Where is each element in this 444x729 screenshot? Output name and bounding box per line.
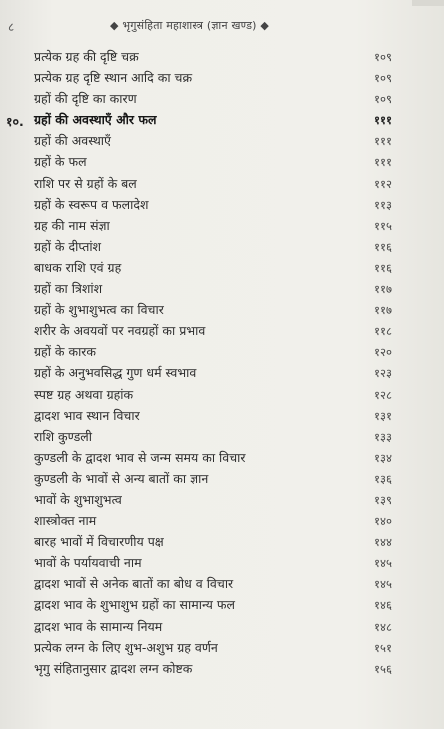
toc-row: [0, 639, 444, 660]
toc-row: [0, 259, 444, 280]
toc-row: [0, 660, 444, 681]
toc-row: [0, 554, 444, 575]
toc-entry-title: कुण्डली के भावों से अन्य बातों का ज्ञान: [34, 470, 209, 486]
toc-row: [0, 343, 444, 364]
toc-page-number: ११७: [374, 282, 392, 297]
toc-page-number: ११६: [374, 260, 392, 275]
toc-page-number: ११३: [374, 197, 392, 212]
toc-page-number: १३४: [374, 450, 392, 465]
toc-row: [0, 512, 444, 533]
toc-page-number: १४५: [374, 556, 392, 571]
toc-entry-title: द्वादश भावों से अनेक बातों का बोध व विचार: [34, 576, 234, 592]
toc-page-number: १०९: [374, 71, 392, 86]
toc-chapter-number: १०.: [6, 114, 24, 130]
table-of-contents: [0, 48, 444, 681]
running-head: ◆ भृगुसंहिता महाशास्त्र (ज्ञान खण्ड) ◆: [110, 19, 270, 32]
toc-row: [0, 196, 444, 217]
toc-row: [0, 407, 444, 428]
toc-page-number: १४५: [374, 577, 392, 592]
toc-entry-title: ग्रहों की अवस्थाएँ: [34, 133, 111, 149]
toc-entry-title: ग्रह की नाम संज्ञा: [34, 217, 110, 233]
toc-entry-title: ग्रहों के दीप्तांश: [34, 238, 102, 254]
toc-page-number: ११६: [374, 239, 392, 254]
toc-chapter-row: [0, 111, 444, 132]
toc-entry-title: ग्रहों के फल: [34, 154, 87, 170]
toc-page-number: ११८: [374, 324, 392, 339]
toc-row: [0, 596, 444, 617]
toc-page-number: १११: [374, 113, 392, 128]
toc-entry-title: प्रत्येक लग्न के लिए शुभ-अशुभ ग्रह वर्णन: [34, 639, 218, 655]
toc-page-number: १३९: [374, 492, 392, 507]
toc-row: [0, 217, 444, 238]
toc-row: [0, 48, 444, 69]
toc-row: [0, 322, 444, 343]
toc-page-number: १२८: [374, 387, 392, 402]
page-number: ८: [8, 20, 15, 34]
toc-entry-title: ग्रहों की अवस्थाएँ और फल: [34, 112, 157, 128]
toc-entry-title: बाधक राशि एवं ग्रह: [34, 259, 122, 275]
toc-row: [0, 575, 444, 596]
toc-page-number: १०९: [374, 50, 392, 64]
toc-entry-title: ग्रहों के कारक: [34, 344, 97, 360]
toc-row: [0, 301, 444, 322]
toc-page-number: १४८: [374, 619, 392, 634]
toc-page-number: १२३: [374, 366, 392, 381]
toc-entry-title: कुण्डली के द्वादश भाव से जन्म समय का विचार: [34, 449, 246, 465]
toc-row: [0, 69, 444, 90]
toc-page-number: १२०: [374, 345, 392, 360]
toc-page-number: ११५: [374, 218, 392, 233]
toc-entry-title: ग्रहों का त्रिशांश: [34, 281, 103, 297]
toc-row: [0, 153, 444, 174]
toc-row: [0, 449, 444, 470]
toc-page-number: १५१: [374, 640, 392, 655]
toc-entry-title: शास्त्रोक्त नाम: [34, 513, 97, 529]
toc-entry-title: ग्रहों की दृष्टि का कारण: [34, 91, 137, 107]
toc-page-number: १४०: [374, 514, 392, 529]
toc-page-number: १०९: [374, 92, 392, 107]
toc-entry-title: राशि पर से ग्रहों के बल: [34, 175, 137, 191]
toc-page-number: १११: [374, 155, 392, 170]
toc-page-number: ११७: [374, 303, 392, 318]
toc-row: [0, 533, 444, 554]
toc-page-number: १५६: [374, 661, 392, 676]
toc-page-number: ११२: [374, 176, 392, 191]
toc-entry-title: ग्रहों के शुभाशुभत्व का विचार: [34, 302, 164, 318]
toc-entry-title: भावों के शुभाशुभत्व: [34, 491, 122, 507]
toc-page-number: १३६: [374, 471, 392, 486]
toc-entry-title: शरीर के अवयवों पर नवग्रहों का प्रभाव: [34, 323, 206, 339]
toc-page-number: १११: [374, 134, 392, 149]
toc-row: [0, 132, 444, 153]
toc-entry-title: बारह भावों में विचारणीय पक्ष: [34, 534, 164, 550]
toc-entry-title: ग्रहों के अनुभवसिद्ध गुण धर्म स्वभाव: [34, 365, 197, 381]
toc-row: [0, 90, 444, 111]
toc-row: [0, 386, 444, 407]
toc-row: [0, 470, 444, 491]
page-header: [0, 18, 444, 38]
toc-page-number: १४६: [374, 598, 392, 613]
toc-entry-title: प्रत्येक ग्रह की दृष्टि चक्र: [34, 49, 139, 64]
toc-entry-title: द्वादश भाव स्थान विचार: [34, 407, 140, 423]
page-corner: [412, 0, 444, 6]
toc-page-number: १३३: [374, 429, 392, 444]
toc-page-number: १३१: [374, 408, 392, 423]
toc-entry-title: प्रत्येक ग्रह दृष्टि स्थान आदि का चक्र: [34, 70, 193, 86]
toc-row: [0, 280, 444, 301]
toc-entry-title: राशि कुण्डली: [34, 428, 92, 444]
toc-row: [0, 491, 444, 512]
toc-row: [0, 175, 444, 196]
toc-row: [0, 364, 444, 385]
toc-page-number: १४४: [374, 535, 392, 550]
toc-entry-title: स्पष्ट ग्रह अथवा ग्रहांक: [34, 386, 134, 402]
toc-entry-title: ग्रहों के स्वरूप व फलादेश: [34, 196, 149, 212]
toc-entry-title: भृगु संहितानुसार द्वादश लग्न कोष्टक: [34, 660, 193, 676]
toc-entry-title: द्वादश भाव के शुभाशुभ ग्रहों का सामान्य फल: [34, 597, 235, 613]
toc-entry-title: भावों के पर्यायवाची नाम: [34, 555, 142, 571]
toc-entry-title: द्वादश भाव के सामान्य नियम: [34, 618, 163, 634]
toc-row: [0, 238, 444, 259]
toc-row: [0, 618, 444, 639]
toc-row: [0, 428, 444, 449]
